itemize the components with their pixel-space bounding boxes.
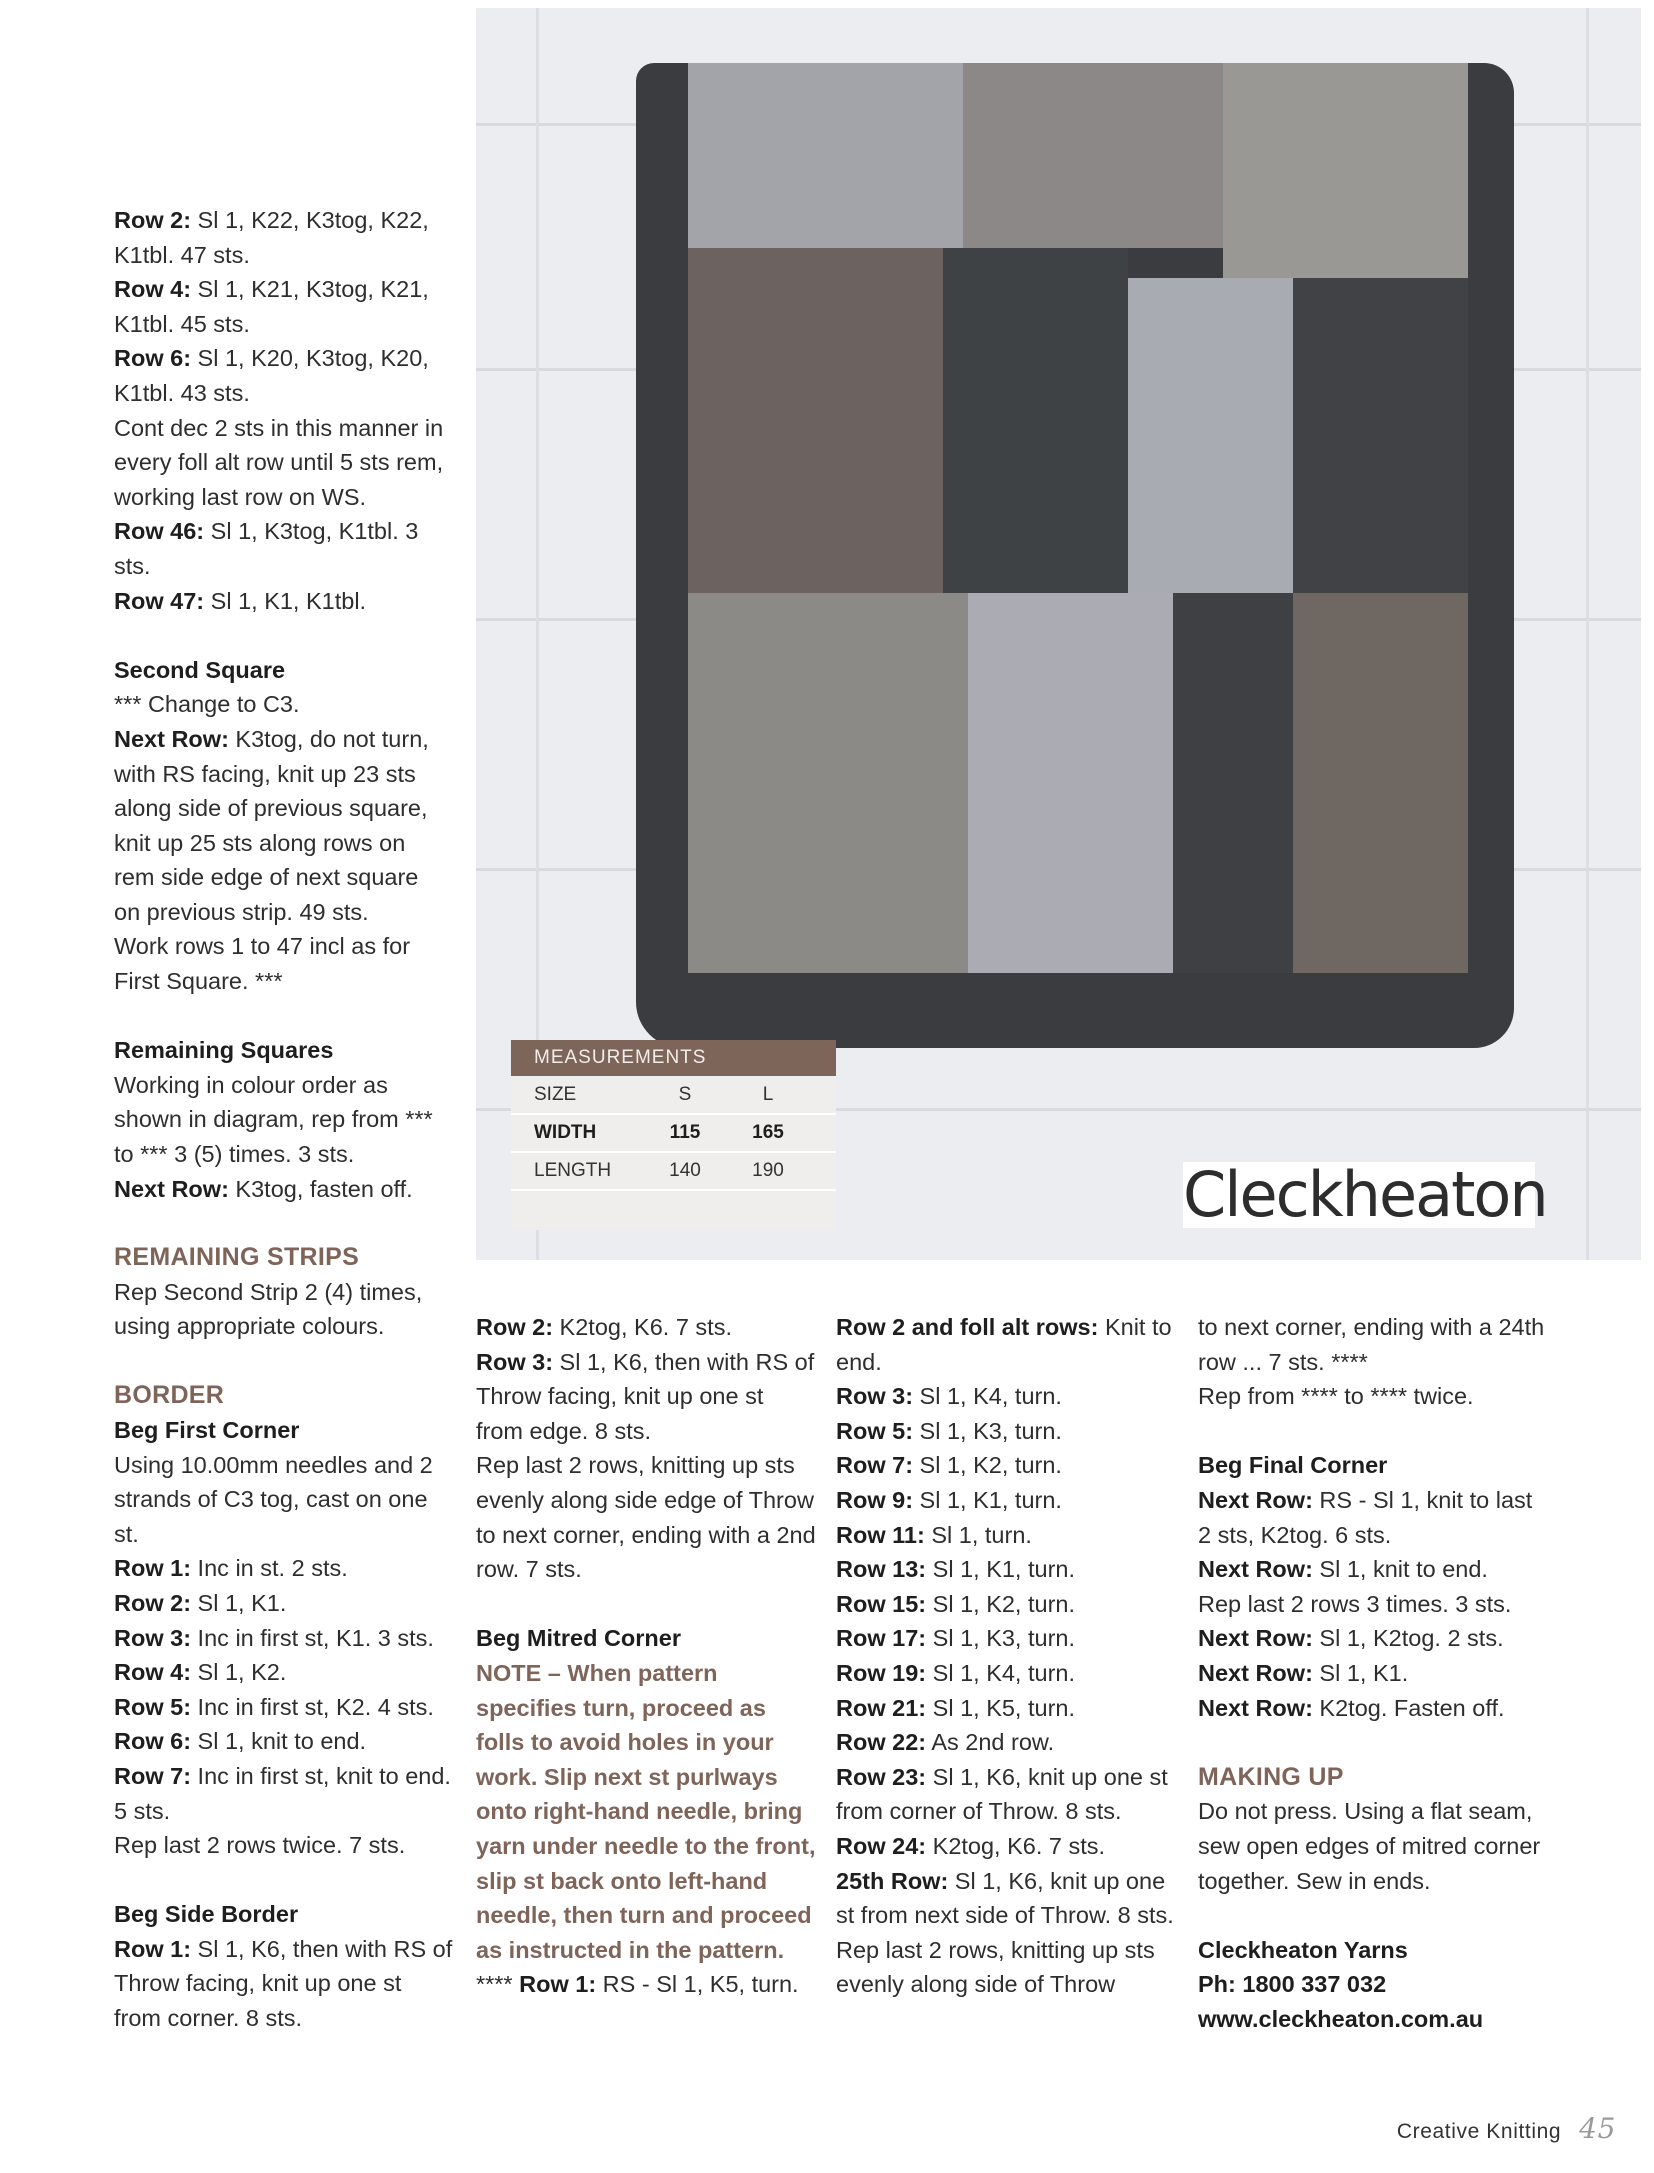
size-l: L: [762, 1084, 774, 1105]
border-repeat: Rep last 2 rows twice. 7 sts.: [114, 1832, 406, 1859]
measurements-header-row: [511, 1076, 836, 1113]
second-square-heading: Second Square: [114, 656, 286, 683]
remaining-squares-text: Working in colour order as shown in diagram, rep from *** to *** 3 (5) times. 3 sts.: [114, 1071, 433, 1168]
row-2: Row 2: Sl 1, K22, K3tog, K22, K1tbl. 47 sts.: [114, 207, 429, 268]
side-border-heading: Beg Side Border: [114, 1901, 299, 1928]
side-row-2: Row 2: K2tog, K6. 7 sts.: [476, 1314, 732, 1340]
length-l: 190: [752, 1160, 784, 1181]
length-s: 140: [669, 1160, 701, 1181]
mitred-row-23: Row 23: Sl 1, K6, knit up one st from corner of Throw. 8 sts.: [836, 1763, 1168, 1825]
remaining-squares-next-row: Next Row: K3tog, fasten off.: [114, 1175, 413, 1202]
mitred-row: Row 17: Sl 1, K3, turn.: [836, 1625, 1076, 1652]
mitred-repeat: Rep last 2 rows, knitting up sts evenly along side of Throw: [836, 1936, 1155, 1998]
border-row-6: Row 6: Sl 1, knit to end.: [114, 1728, 367, 1755]
second-square-next-row: Next Row: K3tog, do not turn, with RS facing, knit up 23 sts along side of previous square, knit up 25 sts along rows on rem side edge of next square on previous strip. 49 sts.: [114, 725, 429, 925]
final-next-row-2: Next Row: Sl 1, knit to end.: [1198, 1556, 1488, 1583]
mitred-row-24: Row 24: K2tog, K6. 7 sts.: [836, 1832, 1106, 1859]
length-row: [511, 1152, 836, 1189]
border-row-1: Row 1: Inc in st. 2 sts.: [114, 1555, 348, 1582]
remaining-strips-text: Rep Second Strip 2 (4) times, using appropriate colours.: [114, 1278, 423, 1340]
border-heading: BORDER: [114, 1381, 225, 1410]
size-s: S: [678, 1084, 692, 1105]
knitted-throw: [636, 63, 1514, 1048]
pattern-column-3: [836, 1310, 1176, 2002]
mitred-row: Row 15: Sl 1, K2, turn.: [836, 1590, 1076, 1617]
first-corner-text: Using 10.00mm needles and 2 strands of C3 tog, cast on one st.: [114, 1451, 433, 1547]
mitred-row: Row 3: Sl 1, K4, turn.: [836, 1383, 1062, 1410]
side-repeat: Rep last 2 rows, knitting up sts evenly along side edge of Throw to next corner, ending with a 2nd row. 7 sts.: [476, 1452, 816, 1583]
page-footer: [1397, 2112, 1616, 2145]
second-square-change: *** Change to C3.: [114, 691, 300, 718]
remaining-strips-heading: REMAINING STRIPS: [114, 1243, 360, 1271]
border-row-7: Row 7: Inc in first st, knit to end. 5 sts.: [114, 1762, 451, 1824]
pattern-column-2: [476, 1310, 816, 2002]
magazine-name: Creative Knitting: [1396, 2120, 1562, 2143]
size-label: SIZE: [534, 1084, 577, 1105]
mitred-row: Row 7: Sl 1, K2, turn.: [836, 1452, 1062, 1479]
first-corner-heading: Beg First Corner: [114, 1416, 300, 1443]
mitred-row: Row 11: Sl 1, turn.: [836, 1521, 1032, 1548]
border-row-3: Row 3: Inc in first st, K1. 3 sts.: [114, 1624, 434, 1651]
turn-note: NOTE – When pattern specifies turn, proceed as folls to avoid holes in your work. Slip next st purlways onto right-hand needle, bring yarn under needle to the front, slip st back onto left-hand needle, then turn and proceed as instructed in the pattern.: [476, 1659, 816, 1963]
final-next-row-4: Next Row: Sl 1, K1.: [1198, 1659, 1409, 1686]
final-next-row-1: Next Row: RS - Sl 1, knit to last 2 sts, K2tog. 6 sts.: [1198, 1486, 1533, 1548]
second-square-work: Work rows 1 to 47 incl as for First Square. ***: [114, 933, 411, 995]
mitred-corner-heading: Beg Mitred Corner: [476, 1625, 681, 1652]
making-up-text: Do not press. Using a flat seam, sew open edges of mitred corner together. Sew in ends.: [1198, 1798, 1541, 1894]
measurements-title: MEASUREMENTS: [511, 1040, 836, 1076]
mitred-row: Row 5: Sl 1, K3, turn.: [836, 1417, 1062, 1444]
length-label: LENGTH: [534, 1160, 612, 1181]
mitred-row-1: **** Row 1: RS - Sl 1, K5, turn.: [476, 1971, 799, 1998]
side-border-row-1: Row 1: Sl 1, K6, then with RS of Throw facing, knit up one st from corner. 8 sts.: [114, 1935, 453, 2032]
final-next-row-5: Next Row: K2tog. Fasten off.: [1198, 1694, 1505, 1721]
row-6: Row 6: Sl 1, K20, K3tog, K20, K1tbl. 43 sts.: [114, 345, 429, 406]
brand-logo: Cleckheaton: [1183, 1158, 1547, 1231]
mitred-row: Row 9: Sl 1, K1, turn.: [836, 1486, 1062, 1513]
contact-name: Cleckheaton Yarns: [1198, 1936, 1408, 1963]
measurements-table: [511, 1040, 836, 1230]
row-47: Row 47: Sl 1, K1, K1tbl.: [114, 587, 367, 614]
mitred-row: Row 22: As 2nd row.: [836, 1729, 1055, 1756]
width-row: [511, 1114, 836, 1151]
row-4: Row 4: Sl 1, K21, K3tog, K21, K1tbl. 45 sts.: [114, 276, 429, 337]
final-repeat: Rep last 2 rows 3 times. 3 sts.: [1198, 1590, 1512, 1617]
continue-decrease: Cont dec 2 sts in this manner in every foll alt row until 5 sts rem, working last row on WS.: [114, 414, 444, 510]
width-l: 165: [752, 1122, 784, 1143]
making-up-heading: MAKING UP: [1198, 1762, 1344, 1791]
width-s: 115: [669, 1122, 701, 1143]
pattern-column-1-lower: [114, 1240, 454, 2036]
final-next-row-3: Next Row: Sl 1, K2tog. 2 sts.: [1198, 1625, 1504, 1652]
corner-continue: to next corner, ending with a 24th row ... 7 sts. ****: [1198, 1314, 1545, 1375]
remaining-squares-heading: Remaining Squares: [114, 1037, 334, 1064]
alt-rows: Row 2 and foll alt rows: Knit to end.: [836, 1314, 1172, 1375]
mitred-row: Row 13: Sl 1, K1, turn.: [836, 1556, 1076, 1583]
side-row-3: Row 3: Sl 1, K6, then with RS of Throw facing, knit up one st from edge. 8 sts.: [476, 1348, 815, 1444]
final-corner-heading: Beg Final Corner: [1198, 1452, 1388, 1479]
page-number: 45: [1579, 2112, 1616, 2145]
row-46: Row 46: Sl 1, K3tog, K1tbl. 3 sts.: [114, 518, 419, 579]
mitred-row-25: 25th Row: Sl 1, K6, knit up one st from next side of Throw. 8 sts.: [836, 1867, 1174, 1929]
mitred-row: Row 19: Sl 1, K4, turn.: [836, 1659, 1076, 1686]
border-row-5: Row 5: Inc in first st, K2. 4 sts.: [114, 1693, 434, 1720]
width-label: WIDTH: [534, 1122, 597, 1143]
pattern-column-1: [114, 203, 444, 1206]
corner-repeat: Rep from **** to **** twice.: [1198, 1383, 1474, 1410]
border-row-4: Row 4: Sl 1, K2.: [114, 1659, 287, 1686]
contact-phone: Ph: 1800 337 032: [1198, 1971, 1387, 1998]
pattern-column-4: [1198, 1310, 1548, 2036]
mitred-row: Row 21: Sl 1, K5, turn.: [836, 1694, 1076, 1721]
border-row-2: Row 2: Sl 1, K1.: [114, 1589, 287, 1616]
contact-web: www.cleckheaton.com.au: [1198, 2005, 1484, 2032]
